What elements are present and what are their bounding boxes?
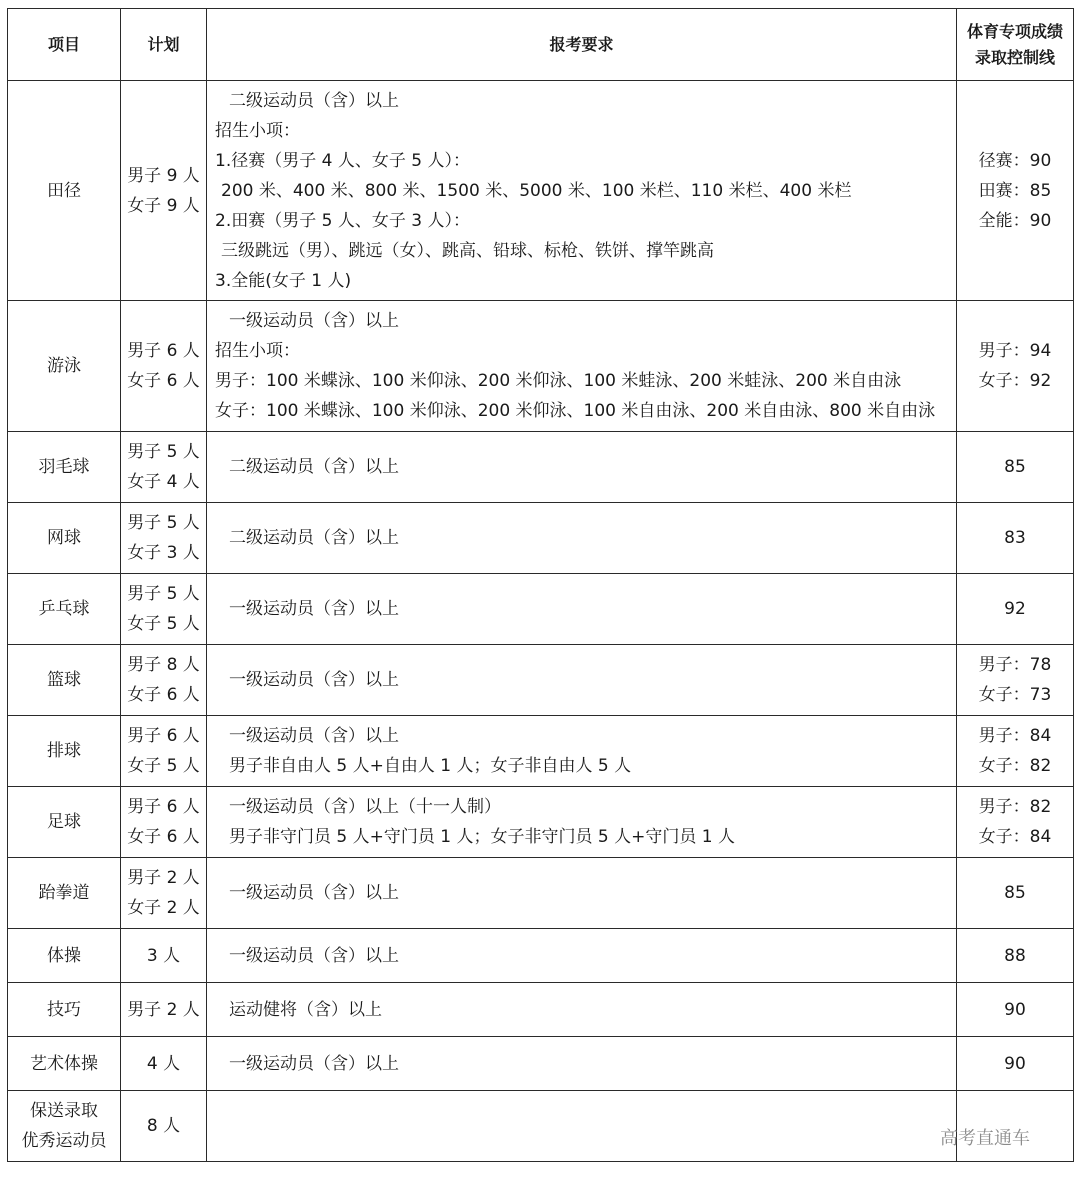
row-requirement [207, 503, 957, 574]
req-line: 3.全能(女子 1 人) [215, 270, 352, 291]
header-plan: 计划 [121, 9, 207, 81]
score-line: 全能：90 [978, 210, 1052, 231]
row-name: 足球 [8, 787, 121, 858]
score-line: 女子：73 [978, 685, 1052, 705]
plan-line: 女子 4 人 [127, 472, 200, 492]
table-row [8, 503, 1074, 574]
row-score: 85 [957, 858, 1074, 929]
req-line: 招生小项： [215, 120, 300, 141]
row-requirement [207, 432, 957, 503]
req-line: 二级运动员（含）以上 [229, 90, 399, 111]
req-line: 二级运动员（含）以上 [229, 528, 399, 548]
req-line: 2.田赛（男子 5 人、女子 3 人）： [215, 210, 470, 231]
plan-line: 男子 5 人 [127, 513, 200, 533]
row-name: 乒乓球 [8, 574, 121, 645]
header-project: 项目 [8, 9, 121, 81]
table-row [8, 81, 1074, 301]
plan-line: 女子 5 人 [127, 614, 200, 634]
req-line: 一级运动员（含）以上 [229, 1053, 399, 1074]
row-plan [121, 432, 207, 503]
row-name: 排球 [8, 716, 121, 787]
row-name: 跆拳道 [8, 858, 121, 929]
row-name: 艺术体操 [8, 1037, 121, 1091]
plan-line: 女子 6 人 [127, 685, 200, 705]
req-line: 二级运动员（含）以上 [229, 457, 399, 477]
row-requirement [207, 645, 957, 716]
header-score-line2: 录取控制线 [974, 47, 1055, 67]
plan-line: 女子 9 人 [127, 195, 200, 216]
header-requirement: 报考要求 [207, 9, 957, 81]
row-score: 92 [957, 574, 1074, 645]
row-score: 90 [957, 1037, 1074, 1091]
row-requirement [207, 787, 957, 858]
table-row [8, 1037, 1074, 1091]
row-requirement [207, 983, 957, 1037]
req-line: 一级运动员（含）以上 [229, 599, 399, 619]
row-plan: 男子 2 人 [121, 983, 207, 1037]
plan-line: 女子 2 人 [127, 898, 200, 918]
row-plan: 4 人 [121, 1037, 207, 1091]
req-line: 运动健将（含）以上 [229, 999, 382, 1020]
plan-line: 男子 9 人 [127, 165, 200, 186]
req-line: 男子非守门员 5 人+守门员 1 人；女子非守门员 5 人+守门员 1 人 [229, 827, 735, 847]
row-name: 游泳 [8, 301, 121, 432]
row-plan [121, 716, 207, 787]
name-line: 保送录取 [30, 1101, 98, 1121]
row-requirement [207, 929, 957, 983]
req-line: 一级运动员（含）以上 [229, 945, 399, 966]
row-name: 网球 [8, 503, 121, 574]
row-score [957, 716, 1074, 787]
row-requirement [207, 301, 957, 432]
row-plan: 3 人 [121, 929, 207, 983]
score-line: 径赛：90 [978, 150, 1052, 171]
req-line: 一级运动员（含）以上 [229, 883, 399, 903]
plan-line: 男子 6 人 [127, 341, 200, 361]
row-score [957, 787, 1074, 858]
table-row [8, 787, 1074, 858]
row-name: 田径 [8, 81, 121, 301]
row-plan [121, 645, 207, 716]
req-line: 一级运动员（含）以上 [229, 726, 399, 746]
table-row [8, 929, 1074, 983]
name-line: 优秀运动员 [21, 1131, 107, 1151]
plan-line: 女子 5 人 [127, 756, 200, 776]
row-requirement [207, 858, 957, 929]
table-row [8, 858, 1074, 929]
plan-line: 男子 2 人 [127, 868, 200, 888]
score-line: 女子：82 [978, 756, 1052, 776]
row-requirement [207, 1091, 957, 1162]
table-row [8, 1091, 1074, 1162]
req-line: 三级跳远（男）、跳远（女）、跳高、铅球、标枪、铁饼、撑竿跳高 [221, 240, 714, 261]
plan-line: 女子 6 人 [127, 827, 200, 847]
table-row [8, 301, 1074, 432]
plan-line: 男子 6 人 [127, 726, 200, 746]
row-plan [121, 301, 207, 432]
req-line: 200 米、400 米、800 米、1500 米、5000 米、100 米栏、110 米栏、400 米栏 [221, 180, 852, 201]
row-score: 85 [957, 432, 1074, 503]
row-requirement [207, 1037, 957, 1091]
score-line: 男子：78 [978, 655, 1052, 675]
req-line: 一级运动员（含）以上 [229, 670, 399, 690]
table-row [8, 432, 1074, 503]
table-row [8, 716, 1074, 787]
row-name: 羽毛球 [8, 432, 121, 503]
row-score: 83 [957, 503, 1074, 574]
row-plan [121, 787, 207, 858]
table-row [8, 983, 1074, 1037]
score-line: 女子：92 [978, 371, 1052, 391]
req-line: 一级运动员（含）以上（十一人制） [229, 797, 501, 817]
row-score: 88 [957, 929, 1074, 983]
table-row [8, 574, 1074, 645]
plan-line: 男子 6 人 [127, 797, 200, 817]
score-line: 田赛：85 [978, 180, 1052, 201]
header-score [957, 9, 1074, 81]
req-line: 女子：100 米蝶泳、100 米仰泳、200 米仰泳、100 米自由泳、200 米自由泳、800 米自由泳 [215, 401, 936, 421]
score-line: 男子：94 [978, 341, 1052, 361]
plan-line: 女子 6 人 [127, 371, 200, 391]
row-requirement [207, 716, 957, 787]
req-line: 男子非自由人 5 人+自由人 1 人；女子非自由人 5 人 [229, 756, 632, 776]
row-name [8, 1091, 121, 1162]
watermark: 高考直通车 [940, 1128, 1030, 1149]
row-plan: 8 人 [121, 1091, 207, 1162]
row-score [957, 645, 1074, 716]
row-plan [121, 503, 207, 574]
req-line: 招生小项： [215, 341, 300, 361]
admission-table [7, 8, 1074, 1162]
table-row [8, 645, 1074, 716]
plan-line: 男子 5 人 [127, 584, 200, 604]
req-line: 1.径赛（男子 4 人、女子 5 人）： [215, 150, 470, 171]
row-requirement [207, 574, 957, 645]
score-line: 男子：82 [978, 797, 1052, 817]
row-name: 技巧 [8, 983, 121, 1037]
header-score-line1: 体育专项成绩 [966, 21, 1063, 41]
row-score [957, 81, 1074, 301]
req-line: 男子：100 米蝶泳、100 米仰泳、200 米仰泳、100 米蛙泳、200 米蛙泳、200 米自由泳 [215, 371, 902, 391]
score-line: 女子：84 [978, 827, 1052, 847]
score-line: 男子：84 [978, 726, 1052, 746]
plan-line: 男子 8 人 [127, 655, 200, 675]
header-row [8, 9, 1074, 81]
row-name: 体操 [8, 929, 121, 983]
req-line: 一级运动员（含）以上 [229, 311, 399, 331]
row-score: 90 [957, 983, 1074, 1037]
row-plan [121, 81, 207, 301]
row-plan [121, 574, 207, 645]
row-requirement [207, 81, 957, 301]
row-score [957, 301, 1074, 432]
row-name: 篮球 [8, 645, 121, 716]
row-plan [121, 858, 207, 929]
plan-line: 女子 3 人 [127, 543, 200, 563]
plan-line: 男子 5 人 [127, 442, 200, 462]
